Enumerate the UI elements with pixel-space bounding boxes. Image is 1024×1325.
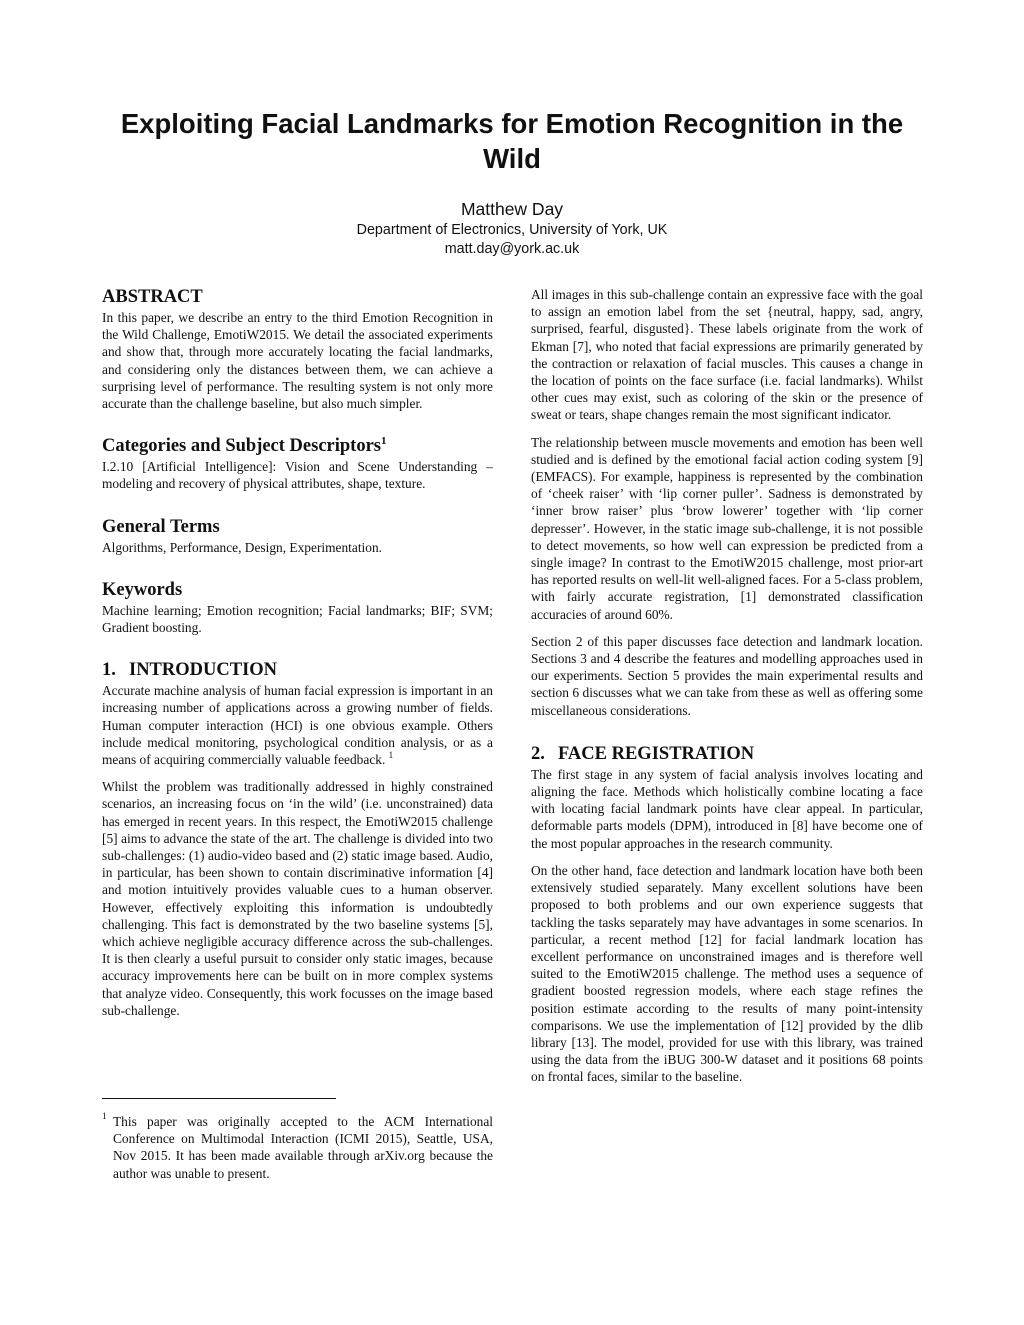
- categories-heading-text: Categories and Subject Descriptors: [102, 436, 381, 457]
- abstract-text: In this paper, we describe an entry to the third Emotion Recognition in the Wild Challenge, EmotiW2015. We detail the associated experiments and show that, through more accurately locating the facial landmarks, and considering only the distances between them, we can achieve a surprising level of performance. The resulting system is not only more accurate than the challenge baseline, but also much simpler.: [102, 310, 493, 412]
- face-registration-paragraph-2: On the other hand, face detection and landmark location have both been extensively studied separately. Many excellent solutions have been proposed to both problems and our own experience suggests that tackling the tasks separately may have advantages in some scenarios. In particular, a recent method [12] for facial landmark location has excellent performance on unconstrained images and is therefore well suited to the EmotiW2015 challenge. The method uses a sequence of gradient boosted regression models, where each stage refines the position estimate according to the results of many point-intensity comparisons. We use the implementation of [12] provided by the dlib library [13]. The model, provided for use with this library, was trained using the data from the iBUG 300-W dataset and it positions 68 points on frontal faces, similar to the baseline.: [531, 862, 923, 1085]
- left-column: [102, 286, 493, 1029]
- footnote-divider: [102, 1098, 336, 1099]
- introduction-paragraph-2: Whilst the problem was traditionally addressed in highly constrained scenarios, an increasing focus on ‘in the wild’ (i.e. unconstrained) data has emerged in recent years. In this respect, the EmotiW2015 challenge [5] aims to advance the state of the art. The challenge is divided into two sub-challenges: (1) audio-video based and (2) static image based. Audio, in particular, has been shown to contain discriminative information [4] and motion intuitively provides valuable cues to a human observer. However, effectively exploiting this information is undoubtedly challenging. This fact is demonstrated by the two baseline systems [5], which achieve negligible accuracy difference across the sub-challenges. It is then clearly a useful pursuit to consider only static images, because accuracy improvements here can be built on in more complex systems that analyze video. Consequently, this work focusses on the image based sub-challenge.: [102, 779, 493, 1018]
- general-terms-text: Algorithms, Performance, Design, Experimentation.: [102, 539, 383, 555]
- introduction-heading: [102, 659, 493, 681]
- face-registration-number: 2.: [531, 743, 545, 764]
- footnote-text: This paper was originally accepted to the ACM International Conference on Multimodal Interaction (ICMI 2015), Seattle, USA, Nov 2015. It has been made available through arXiv.org because the author was unable to present.: [113, 1114, 493, 1181]
- introduction-paragraph-1: [102, 682, 493, 768]
- abstract-heading: ABSTRACT: [102, 287, 203, 307]
- footnote: [102, 1113, 493, 1182]
- author-name: Matthew Day: [460, 199, 564, 219]
- introduction-p1-footnote-mark: 1: [388, 750, 394, 761]
- keywords-text: Machine learning; Emotion recognition; Facial landmarks; BIF; SVM; Gradient boosting.: [102, 602, 493, 636]
- general-terms-heading: General Terms: [102, 516, 220, 537]
- introduction-paragraph-4: The relationship between muscle movements and emotion has been well studied and is defined by the emotional facial action coding system [9] (EMFACS). For example, happiness is represented by the combination of ‘cheek raiser’ with ‘lip corner puller’. Sadness is demonstrated by ‘inner brow raiser’ plus ‘brow lowerer’ together with ‘lip corner depresser’. However, in the static image sub-challenge, it is not possible to detect movements, so how well can expression be predicted from a single image? In contrast to the EmotiW2015 challenge, most prior-art has reported results on well-lit well-aligned faces. For a 5-class problem, with fairly accurate registration, [1] demonstrated classification accuracies of around 60%.: [531, 434, 923, 622]
- right-column: [531, 286, 923, 1096]
- footnote-mark: 1: [102, 1112, 107, 1122]
- introduction-number: 1.: [102, 660, 116, 681]
- face-registration-heading: [531, 743, 923, 765]
- face-registration-heading-text: FACE REGISTRATION: [558, 743, 755, 764]
- paper-title: Exploiting Facial Landmarks for Emotion Recognition in the Wild: [120, 108, 904, 174]
- face-registration-paragraph-1: The first stage in any system of facial analysis involves locating and aligning the face. Methods which holistically combine locating a face with locating facial landmark points have clear appeal. In particular, deformable parts models (DPM), introduced in [8] have become one of the most popular approaches in the research community.: [531, 766, 923, 851]
- categories-footnote-mark: 1: [381, 435, 387, 448]
- author-email: matt.day@york.ac.uk: [444, 241, 580, 257]
- introduction-paragraph-3: All images in this sub-challenge contain an expressive face with the goal to assign an emotion label from the set {neutral, happy, sad, angry, surprised, fearful, disgusted}. These labels originate from the work of Ekman [7], who noted that facial expressions are primarily generated by the contraction or relaxation of facial muscles. This causes a change in the location of points on the face surface (i.e. facial landmarks). Whilst other cues may exist, such as coloring of the skin or the presence of sweat or tears, shape changes remain the most significant indicator.: [531, 287, 923, 423]
- categories-heading: [102, 435, 493, 457]
- introduction-paragraph-5: Section 2 of this paper discusses face detection and landmark location. Sections 3 and 4 describe the features and modelling approaches used in our experiments. Section 5 provides the main experimental results and section 6 discusses what we can take from these as well as offering some miscellaneous considerations.: [531, 633, 923, 718]
- author-affiliation: Department of Electronics, University of York, UK: [356, 222, 668, 238]
- introduction-p1-text: Accurate machine analysis of human facial expression is important in an increasing number of applications across a growing number of fields. Human computer interaction (HCI) is one obvious example. Others include medical monitoring, psychological condition analysis, or as a means of acquiring commercially valuable feedback.: [102, 683, 493, 768]
- introduction-heading-text: INTRODUCTION: [129, 660, 278, 681]
- keywords-heading: Keywords: [102, 579, 183, 600]
- categories-text: I.2.10 [Artificial Intelligence]: Vision and Scene Understanding – modeling and recovery of physical attributes, shape, texture.: [102, 459, 493, 492]
